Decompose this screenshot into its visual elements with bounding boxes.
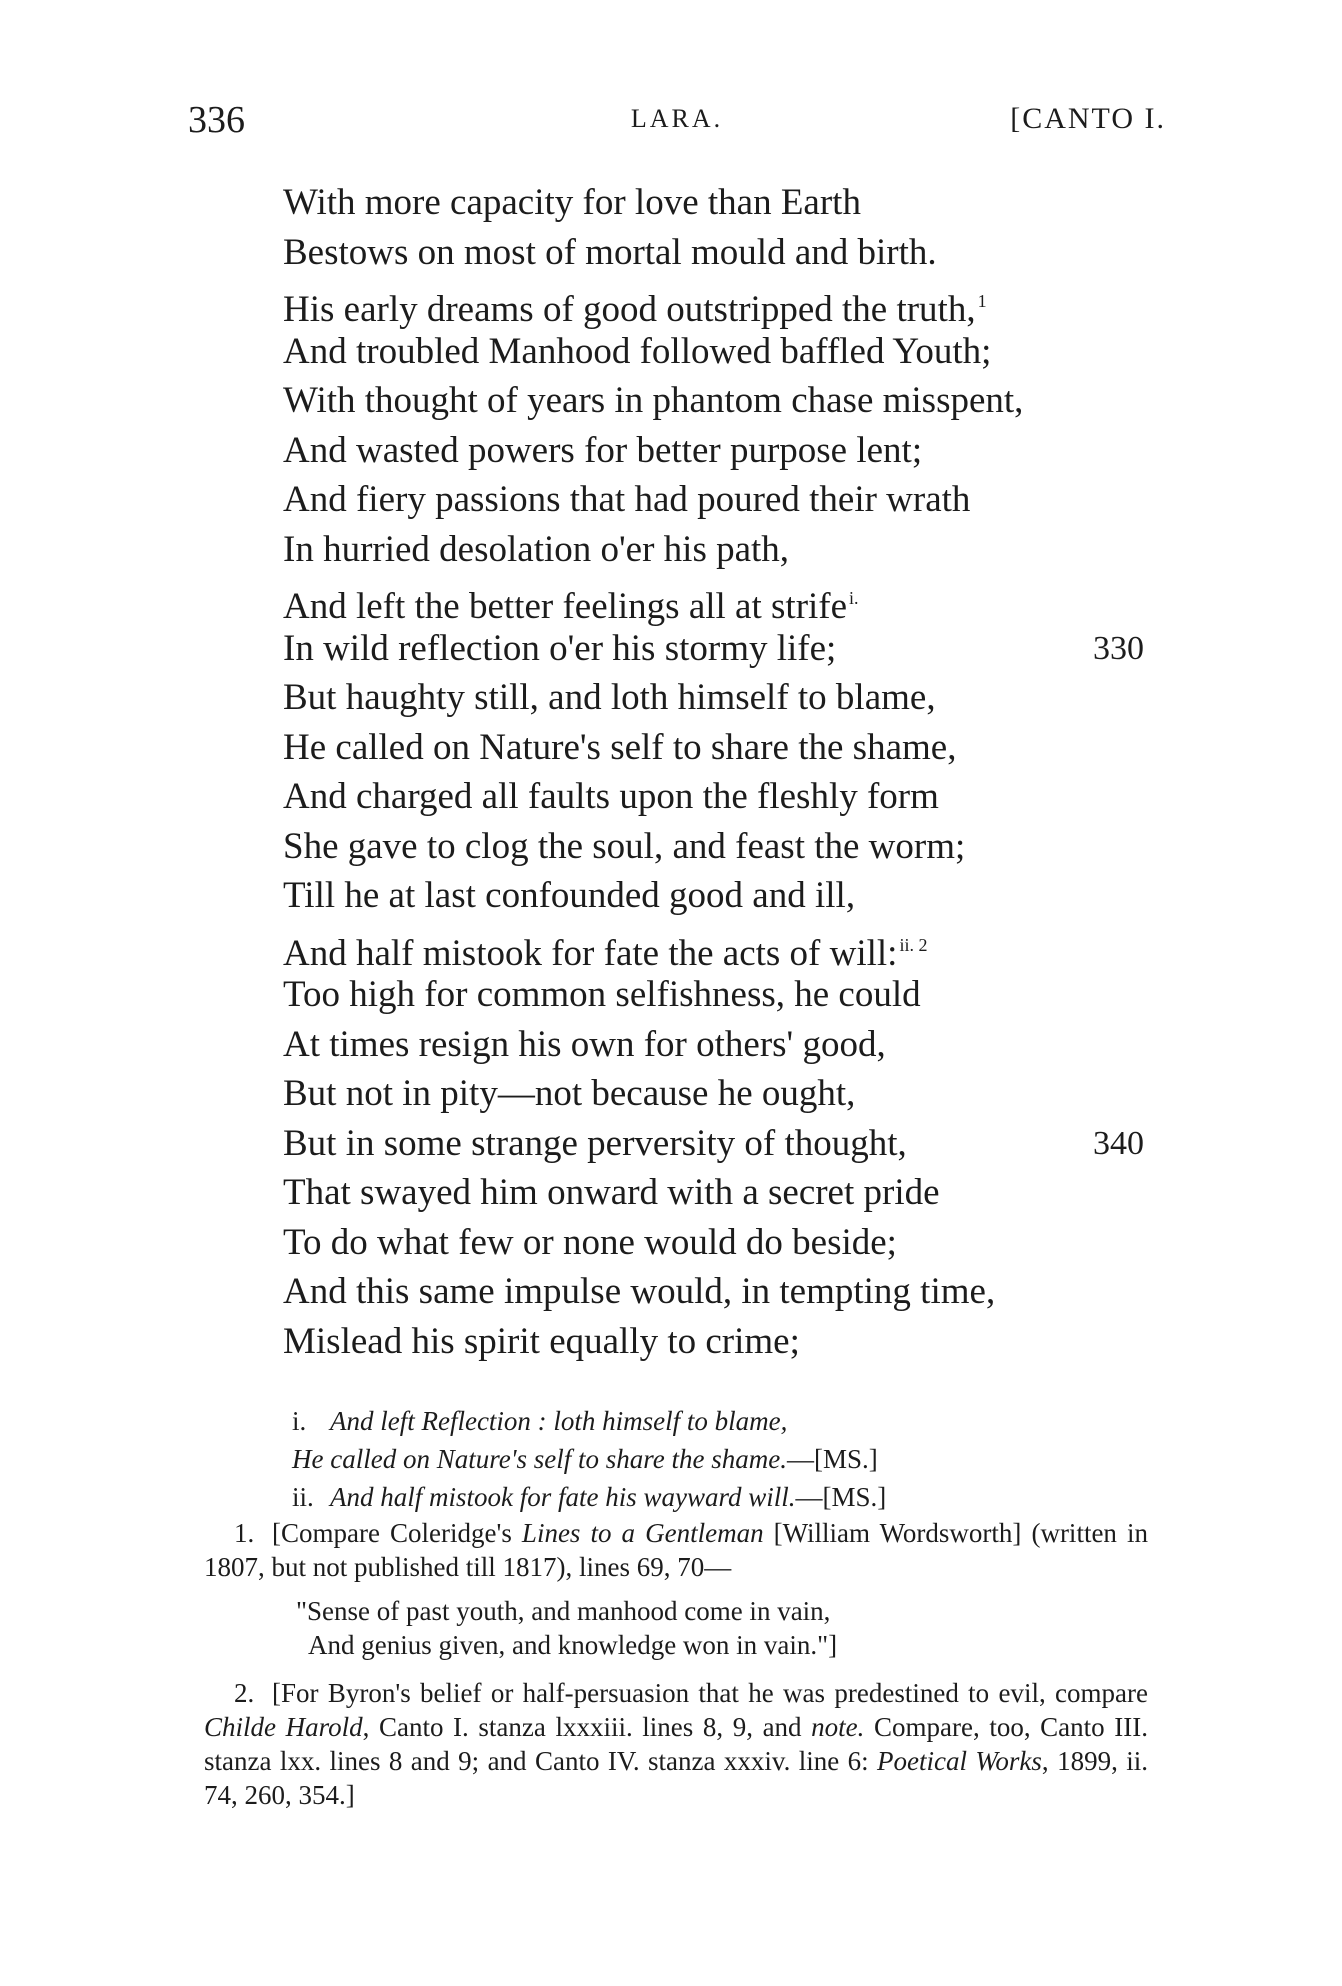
verse-text: In wild reflection o'er his stormy life; — [283, 627, 837, 669]
verse-text: She gave to clog the soul, and feast the worm; — [283, 825, 966, 867]
verse-line — [283, 772, 1183, 822]
footnote-1 — [204, 1516, 1148, 1584]
verse-text: Bestows on most of mortal mould and birth. — [283, 231, 937, 273]
footnote-text: , 1899, ii. 74, 260, 354.] — [204, 1746, 1148, 1810]
footnote-reference: i. — [849, 588, 859, 608]
variant-source: —[MS.] — [795, 1482, 887, 1512]
verse-line — [283, 723, 1183, 773]
quote-line: And genius given, and knowledge won in vain."] — [308, 1630, 838, 1660]
variant-text: He called on Nature's self to share the shame. — [292, 1444, 787, 1474]
footnote-text: , Canto I. stanza lxxxiii. lines 8, 9, and — [362, 1712, 812, 1742]
variant-mark: i. — [292, 1406, 307, 1436]
verse-text: But haughty still, and loth himself to blame, — [283, 677, 936, 718]
verse-text: And half mistook for fate the acts of will: — [283, 932, 898, 974]
footnotes — [204, 1516, 1148, 1820]
verse-line — [283, 1020, 1183, 1070]
variant-text: And half mistook for fate his wayward will. — [330, 1482, 796, 1512]
poem-text — [283, 178, 1183, 1366]
footnote-title: Lines to a Gentleman — [521, 1518, 764, 1548]
verse-text: He called on Nature's self to share the shame, — [283, 726, 957, 768]
variant-source: —[MS.] — [786, 1444, 878, 1474]
verse-text: But not in pity—not because he ought, — [283, 1073, 856, 1114]
page-header — [188, 98, 1166, 148]
verse-line — [283, 1317, 1183, 1367]
line-number: 330 — [1093, 629, 1144, 667]
verse-line — [283, 574, 1183, 627]
verse-line — [283, 178, 1183, 228]
verse-text: Too high for common selfishness, he could — [283, 974, 921, 1015]
verse-text: And left the better feelings all at strife — [283, 586, 848, 627]
verse-text: His early dreams of good outstripped the truth, — [283, 289, 976, 330]
footnote-text: [Compare Coleridge's — [272, 1518, 522, 1548]
variant-readings — [292, 1402, 1112, 1516]
verse-text: At times resign his own for others' good, — [283, 1023, 886, 1065]
footnote-title: Poetical Works — [877, 1746, 1042, 1776]
variant-mark: ii. — [292, 1482, 314, 1512]
running-title: LARA. — [630, 104, 724, 133]
verse-text: And wasted powers for better purpose lent; — [283, 429, 923, 471]
verse-line — [283, 327, 1183, 377]
footnote-mark: 1. — [234, 1518, 255, 1548]
line-number: 340 — [1093, 1124, 1144, 1162]
variant-reading — [292, 1478, 1112, 1516]
verse-text: Mislead his spirit equally to crime; — [283, 1320, 800, 1362]
verse-line — [283, 475, 1183, 525]
verse-text: And troubled Manhood followed baffled Youth; — [283, 330, 992, 372]
verse-text: In hurried desolation o'er his path, — [283, 528, 790, 570]
verse-text: And this same impulse would, in tempting time, — [283, 1271, 996, 1312]
verse-text: To do what few or none would do beside; — [283, 1221, 897, 1263]
verse-line — [283, 970, 1183, 1020]
verse-text: With thought of years in phantom chase misspent, — [283, 380, 1024, 421]
footnote-text: [William Wordsworth] (written in 1807, but not published till 1817), lines 69, 70— — [204, 1518, 1148, 1582]
verse-line — [283, 871, 1183, 921]
verse-line — [283, 921, 1183, 974]
verse-line — [283, 1119, 1183, 1169]
page-number: 336 — [188, 99, 245, 141]
verse-line — [283, 822, 1183, 872]
footnote-note-ref: note. — [811, 1712, 865, 1742]
footnote-quotation — [204, 1594, 1148, 1662]
verse-text: Till he at last confounded good and ill, — [283, 875, 856, 916]
verse-line — [283, 1267, 1183, 1317]
variant-reading-continued — [292, 1440, 1112, 1478]
variant-text: And left Reflection : loth himself to blame, — [330, 1406, 788, 1436]
verse-text: And charged all faults upon the fleshly form — [283, 776, 939, 817]
footnote-reference: ii. 2 — [899, 934, 928, 955]
verse-text: With more capacity for love than Earth — [283, 182, 861, 223]
quote-line: "Sense of past youth, and manhood come in vain, — [296, 1596, 831, 1626]
verse-line — [283, 624, 1183, 674]
footnote-2 — [204, 1676, 1148, 1812]
verse-line — [283, 1168, 1183, 1218]
verse-line — [283, 228, 1183, 278]
footnote-text: Compare, too, Canto III. stanza lxx. lines 8 and 9; and Canto IV. stanza xxxiv. line 6: — [204, 1712, 1148, 1776]
verse-text: But in some strange perversity of thought, — [283, 1122, 907, 1164]
verse-line — [283, 1218, 1183, 1268]
verse-text: That swayed him onward with a secret pride — [283, 1172, 940, 1213]
verse-text: And fiery passions that had poured their wrath — [283, 479, 971, 520]
verse-line — [283, 376, 1183, 426]
verse-line — [283, 525, 1183, 575]
verse-line — [283, 426, 1183, 476]
footnote-reference: 1 — [977, 291, 987, 311]
footnote-text: [For Byron's belief or half-persuasion that he was predestined to evil, compare — [272, 1678, 1148, 1708]
canto-label: [CANTO I. — [1010, 102, 1166, 135]
footnote-title: Childe Harold — [204, 1712, 363, 1742]
verse-line — [283, 673, 1183, 723]
footnote-mark: 2. — [234, 1678, 255, 1708]
verse-line — [283, 277, 1183, 330]
verse-line — [283, 1069, 1183, 1119]
variant-reading — [292, 1402, 1112, 1440]
